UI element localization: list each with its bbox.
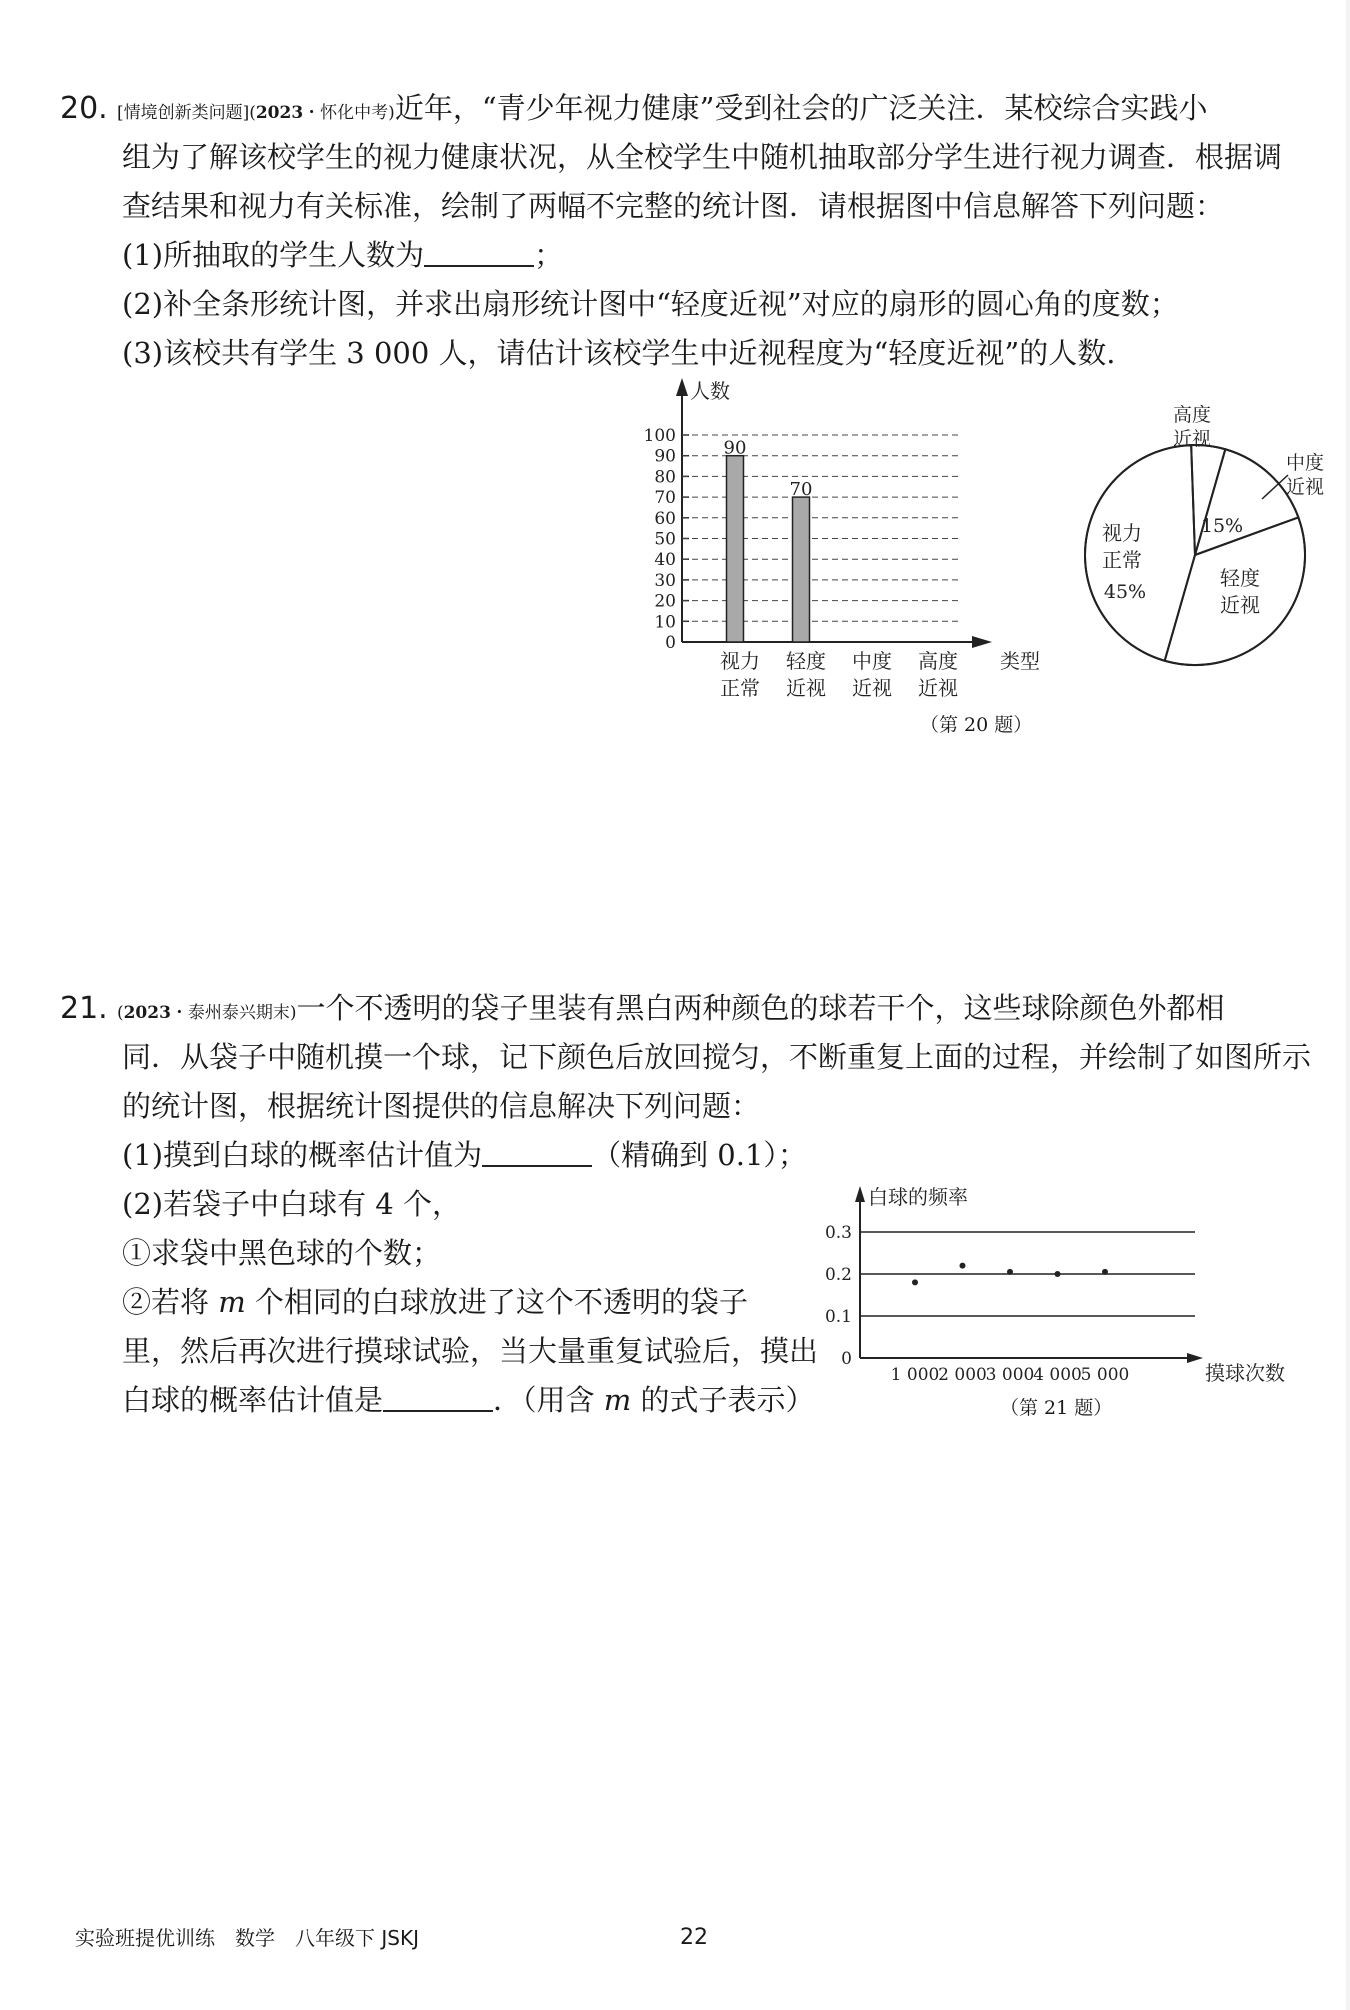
- q20-text-3: 查结果和视力有关标准，绘制了两幅不完整的统计图．请根据图中信息解答下列问题：: [122, 189, 1225, 223]
- x-tick-label: 2 000: [938, 1365, 987, 1385]
- x-tick-label: 中度: [852, 649, 892, 673]
- y-tick-label: 0.2: [824, 1265, 852, 1285]
- pie-label: 轻度: [1220, 566, 1260, 590]
- x-tick-label: 1 000: [890, 1365, 940, 1385]
- data-point: [1102, 1269, 1108, 1275]
- y-tick-label: 80: [654, 467, 676, 488]
- x-tick-label: 近视: [918, 676, 958, 700]
- pie-label: 中度: [1285, 452, 1325, 474]
- x-tick-label: 高度: [918, 649, 958, 673]
- pie-label: 高度: [1172, 404, 1212, 426]
- y-axis-arrow: [855, 1186, 865, 1202]
- q21-sub2b-line2: 里，然后再次进行摸球试验，当大量重复试验后，摸出: [122, 1334, 819, 1368]
- x-axis-arrow: [1187, 1353, 1203, 1363]
- q21-caption: （第 21 题）: [1000, 1397, 1113, 1419]
- x-tick-label: 近视: [852, 676, 892, 700]
- pie-percent-label: 45%: [1103, 581, 1147, 603]
- q21-tag: (2023・泰州泰兴期末): [116, 1003, 297, 1023]
- x-axis-label: 类型: [1000, 649, 1040, 673]
- y-axis-label: 人数: [690, 379, 730, 403]
- q20-caption: （第 20 题）: [920, 714, 1033, 736]
- q21-text-1: 一个不透明的袋子里装有黑白两种颜色的球若干个，这些球除颜色外都相: [296, 991, 1225, 1025]
- y-tick-label: 0.1: [824, 1307, 852, 1327]
- q21-line1: [60, 988, 1225, 1033]
- y-tick-label: 0.3: [824, 1223, 852, 1243]
- q21-sub2b-line1: ②若将 m 个相同的白球放进了这个不透明的袋子: [122, 1285, 748, 1319]
- y-tick-label: 0: [841, 1349, 852, 1369]
- pie-label: 视力: [1102, 521, 1142, 545]
- y-axis-label: 白球的频率: [868, 1185, 968, 1209]
- x-tick-label: 近视: [786, 676, 826, 700]
- q20-sub1: (1)所抽取的学生人数为 ；: [122, 238, 564, 272]
- pie-label: 近视: [1220, 593, 1260, 617]
- pie-percent-label: 15%: [1200, 515, 1244, 537]
- q21-number: 21.: [60, 991, 108, 1026]
- y-tick-label: 90: [654, 446, 676, 467]
- x-tick-label: 视力: [720, 649, 760, 673]
- x-tick-label: 正常: [720, 676, 760, 700]
- answer-blank[interactable]: [383, 1384, 493, 1412]
- q20-tag: [情境创新类问题](2023・怀化中考): [116, 103, 395, 123]
- data-point: [960, 1263, 966, 1269]
- y-tick-label: 30: [654, 570, 676, 591]
- answer-blank[interactable]: [482, 1139, 592, 1167]
- q21-sub1: (1)摸到白球的概率估计值为 （精确到 0.1）；: [122, 1138, 807, 1172]
- q20-sub2: (2)补全条形统计图，并求出扇形统计图中“轻度近视”对应的扇形的圆心角的度数；: [122, 287, 1179, 321]
- x-axis-label: 摸球次数: [1205, 1361, 1285, 1385]
- y-tick-label: 10: [654, 612, 676, 633]
- x-tick-label: 5 000: [1080, 1365, 1130, 1385]
- x-tick-label: 轻度: [786, 649, 826, 673]
- q20-text-2: 组为了解该校学生的视力健康状况，从全校学生中随机抽取部分学生进行视力调查．根据调: [122, 140, 1283, 174]
- q21-text-2: 同．从袋子中随机摸一个球，记下颜色后放回搅匀，不断重复上面的过程，并绘制了如图所示: [122, 1040, 1312, 1074]
- q21-sub2a: ①求袋中黑色球的个数；: [122, 1236, 442, 1270]
- y-tick-label: 60: [654, 508, 676, 529]
- page-edge: [1346, 0, 1350, 2010]
- x-tick-label: 3 000: [985, 1365, 1035, 1385]
- pie-label: 近视: [1285, 476, 1325, 498]
- data-point: [912, 1279, 918, 1285]
- frequency-chart: [815, 1180, 1320, 1405]
- page-number: 22: [680, 1925, 708, 1950]
- y-tick-label: 100: [643, 426, 676, 446]
- q21-sub2: (2)若袋子中白球有 4 个，: [122, 1187, 461, 1221]
- pie-label: 正常: [1102, 548, 1142, 572]
- y-tick-label: 40: [654, 550, 676, 571]
- x-tick-label: 4 000: [1033, 1365, 1082, 1385]
- footer-book-title: 实验班提优训练 数学 八年级下 JSKJ: [75, 1926, 419, 1950]
- pie-label: 近视: [1172, 428, 1212, 450]
- y-tick-label: 20: [654, 591, 676, 612]
- q20-number: 20.: [60, 91, 108, 126]
- y-tick-label: 50: [654, 529, 676, 550]
- bar-value-label: 90: [723, 437, 747, 459]
- y-tick-label: 0: [665, 633, 676, 653]
- data-point: [1007, 1269, 1013, 1275]
- q20-sub3: (3)该校共有学生 3 000 人，请估计该校学生中近视程度为“轻度近视”的人数.: [122, 336, 1116, 370]
- q21-text-3: 的统计图，根据统计图提供的信息解决下列问题：: [122, 1089, 761, 1123]
- q21-sub2b-line3: 白球的概率估计值是 ．（用含 m 的式子表示）: [122, 1383, 815, 1417]
- data-point: [1055, 1271, 1061, 1277]
- bar-value-label: 70: [789, 479, 813, 501]
- q20-text-1: 近年，“青少年视力健康”受到社会的广泛关注．某校综合实践小: [394, 91, 1208, 125]
- y-tick-label: 70: [654, 488, 676, 509]
